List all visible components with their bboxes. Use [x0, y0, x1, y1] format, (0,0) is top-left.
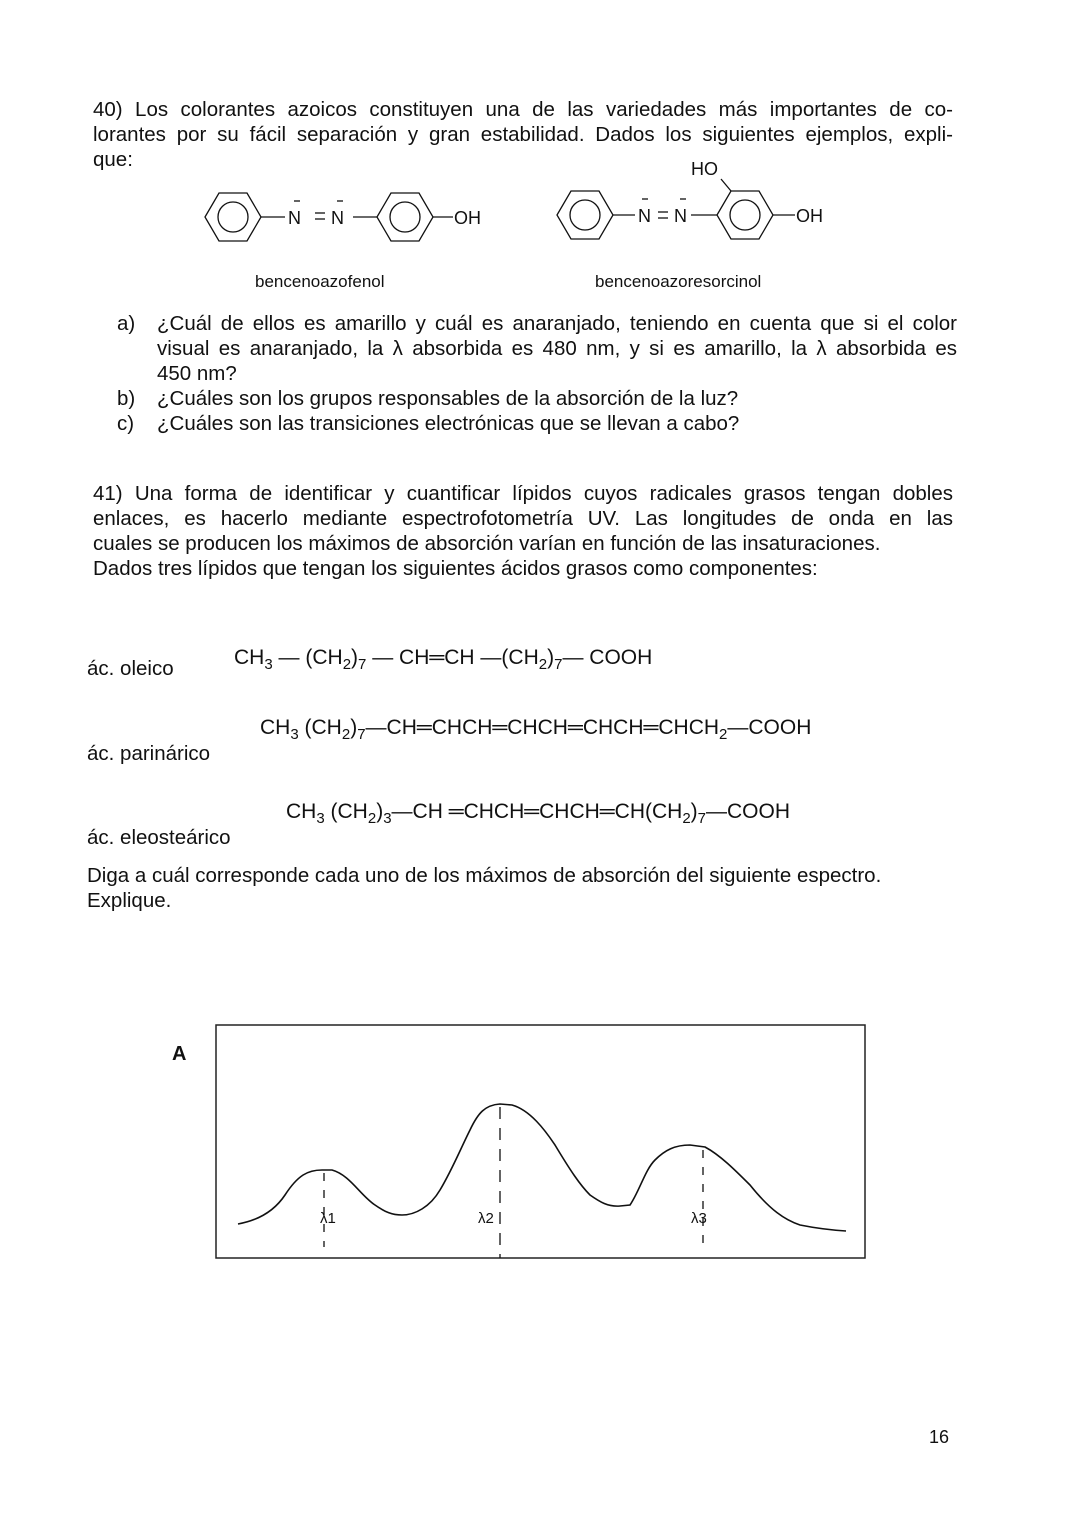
azo-structure-diagram [545, 155, 865, 260]
svg-text:N: N [331, 208, 344, 228]
question-a [117, 311, 957, 386]
svg-text:N: N [288, 208, 301, 228]
svg-text:N: N [638, 206, 651, 226]
q40-line-3: que: [93, 148, 133, 171]
molecule-bencenoazoresorcinol [545, 155, 865, 300]
closing-line-1: Diga a cuál corresponde cada uno de los máximos de absorción del siguiente espectro. [87, 864, 882, 887]
svg-text:OH: OH [796, 206, 823, 226]
acid-name-eleostearico: ác. eleosteárico [87, 826, 231, 849]
formula-parinarico: $CH_3$ $(CH_2)_7—CH═CHCH═CHCH═CHCH═CHCH_2—COOH$ [260, 716, 812, 743]
molecule-name: bencenoazofenol [255, 272, 385, 291]
question-a-line-2: visual es anaranjado, la λ absorbida es 480 nm, y si es amarillo, la λ absorbida es [157, 337, 957, 360]
q41-closing [87, 863, 957, 913]
svg-text:OH: OH [454, 208, 481, 228]
page-number: 16 [929, 1427, 950, 1447]
y-axis-label: A [172, 1043, 187, 1065]
q41-intro [93, 481, 953, 581]
q41-line-2: enlaces, es hacerlo mediante espectrofotometría UV. Las longitudes de onda en las [93, 507, 953, 530]
question-label: c) [117, 412, 135, 435]
closing-line-2: Explique. [87, 889, 172, 912]
q41-line-1: 41) Una forma de identificar y cuantificar lípidos cuyos radicales grasos tengan dobles [93, 482, 953, 505]
q40-line-2: lorantes por su fácil separación y gran estabilidad. Dados los siguientes ejemplos, expli- [93, 123, 953, 146]
spectrum-plot [160, 1015, 880, 1270]
molecule-bencenoazofenol [195, 180, 505, 300]
acid-name-parinarico: ác. parinárico [87, 742, 211, 765]
svg-text:N: N [674, 206, 687, 226]
lambda3-label: λ3 [691, 1210, 707, 1227]
question-b-text: ¿Cuáles son los grupos responsables de la absorción de la luz? [157, 387, 739, 410]
question-a-line-1: ¿Cuál de ellos es amarillo y cuál es anaranjado, teniendo en cuenta que si el color [157, 312, 957, 335]
plot-frame [216, 1025, 865, 1258]
formula-oleico: $CH_3$ — $(CH_2)_7$ — CH═CH $—(CH_2)_7—$ COOH [234, 646, 653, 673]
question-label: a) [117, 312, 136, 335]
question-c [117, 411, 957, 436]
question-c-text: ¿Cuáles son las transiciones electrónicas que se llevan a cabo? [157, 412, 740, 435]
q40-line-1: 40) Los colorantes azoicos constituyen una de las variedades más importantes de co- [93, 98, 953, 121]
formula-eleostearico: $CH_3$ $(CH_2)_3—CH$ $═CHCH═CHCH═CH(CH_2)_7—COOH$ [286, 800, 791, 827]
svg-text:HO: HO [691, 159, 718, 179]
question-label: b) [117, 387, 136, 410]
lambda2-label: λ2 [478, 1210, 494, 1227]
azo-structure-diagram [195, 180, 505, 260]
absorption-spectrum-chart [160, 1015, 880, 1270]
acid-name-oleico: ác. oleico [87, 657, 174, 680]
lambda1-label: λ1 [320, 1210, 336, 1227]
q41-line-3: cuales se producen los máximos de absorción varían en función de las insaturaciones. [93, 532, 881, 555]
question-a-line-3: 450 nm? [157, 362, 237, 385]
question-b [117, 386, 957, 411]
molecule-name: bencenoazoresorcinol [595, 272, 762, 291]
q41-line-4: Dados tres lípidos que tengan los siguientes ácidos grasos como componentes: [93, 557, 818, 580]
